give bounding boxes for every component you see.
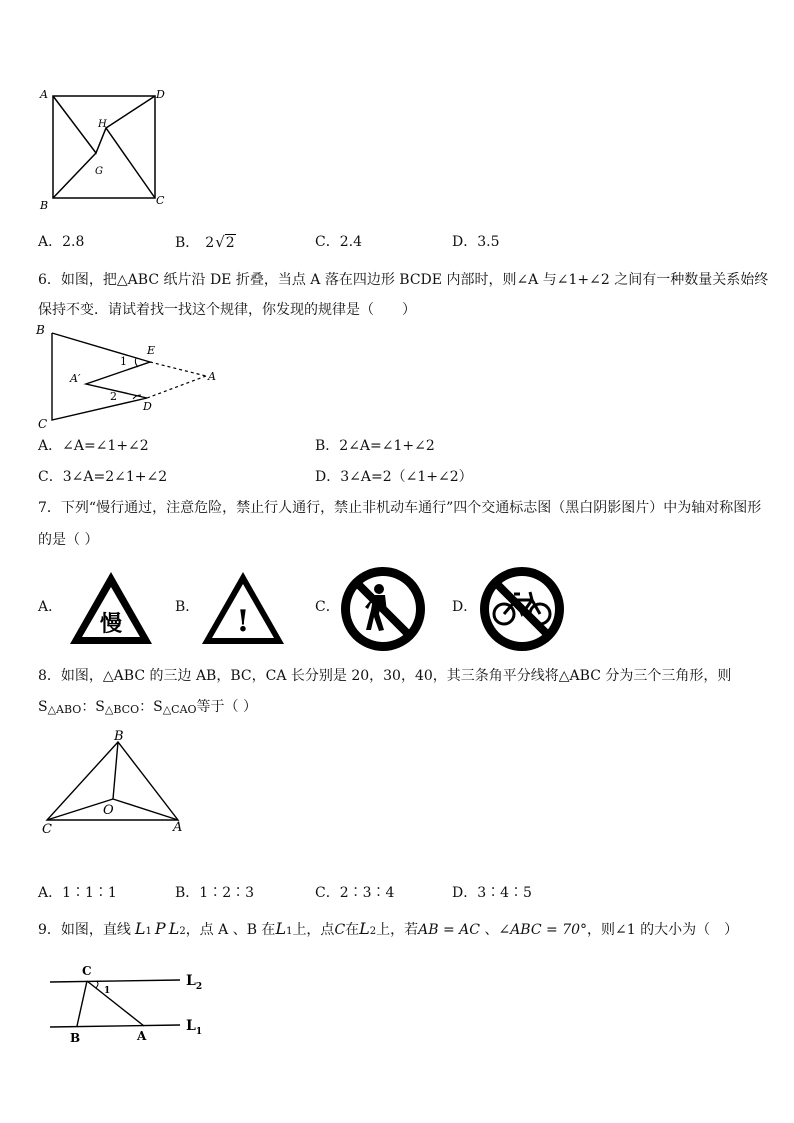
q7-option-b[interactable]: B． <box>175 599 200 615</box>
label-o: O <box>103 803 114 818</box>
square-figure <box>30 80 180 215</box>
line-l2 <box>50 980 180 982</box>
sign-b-text: ! <box>236 604 250 639</box>
sqrt-icon: √2 <box>215 233 235 251</box>
label-a-prime: A′ <box>70 372 81 385</box>
slow-warning-sign[interactable] <box>66 567 156 649</box>
ratio-sep: ：S <box>139 699 163 715</box>
subscript-bco: △BCO <box>104 703 140 716</box>
line-l2-sub: 2 <box>369 926 377 937</box>
dashed-ea <box>150 362 206 376</box>
segment-bo <box>113 742 118 799</box>
subscript-cao: △CAO <box>162 703 197 716</box>
parallel-lines-figure <box>40 958 220 1048</box>
label-c: C <box>38 417 48 431</box>
q5-option-b-letter: B． <box>175 235 200 251</box>
q9-text-3: 上，点 <box>292 922 335 938</box>
q9-stem <box>38 919 738 942</box>
label-a: A <box>173 820 183 835</box>
q5-option-c-letter: C． <box>315 234 340 250</box>
q5-option-b[interactable] <box>175 232 236 253</box>
q5-option-b-coef: 2 <box>205 235 215 251</box>
no-pedestrian-sign[interactable] <box>337 564 429 654</box>
line-l1-symbol: L <box>275 919 287 938</box>
label-a: A <box>208 370 216 383</box>
segment-ao <box>113 799 178 820</box>
q5-option-d-value: 3.5 <box>477 234 500 250</box>
q5-option-a-letter: A． <box>38 234 63 250</box>
label-e: E <box>147 344 156 357</box>
parallel-symbol: P <box>154 919 166 938</box>
line-l2-sub: 2 <box>179 926 186 937</box>
segment-cb <box>77 981 87 1026</box>
label-c: C <box>156 194 165 207</box>
label-b: B <box>36 323 45 337</box>
no-bicycle-sign[interactable] <box>476 564 568 654</box>
sign-a-text: 慢 <box>99 611 123 637</box>
q7-option-d[interactable]: D． <box>452 599 478 615</box>
dashed-da <box>147 376 206 398</box>
segment-bg <box>53 153 96 198</box>
q8-option-a[interactable]: A．1∶1∶1 <box>38 885 117 901</box>
q8-stem-end: 等于（ ） <box>196 699 257 715</box>
q7-stem-line1: 7．下列“慢行通过，注意危险，禁止行人通行，禁止非机动车通行”四个交通标志图（黑白阴影图片）中为轴对称图形 <box>38 500 762 516</box>
q7-option-c[interactable]: C． <box>315 599 340 615</box>
equation-ab-ac: AB = AC <box>418 922 481 938</box>
q5-option-a[interactable] <box>38 232 84 252</box>
label-c: C <box>42 822 52 837</box>
label-h: H <box>98 119 107 130</box>
line-l1 <box>50 1025 180 1027</box>
q5-option-c[interactable] <box>315 232 362 252</box>
label-a: A <box>40 88 48 101</box>
q9-text-2: ，点 A 、B 在 <box>185 922 276 938</box>
q6-stem-line2: 保持不变．请试着找一找这个规律，你发现的规律是（ ） <box>38 302 416 318</box>
label-b: B <box>40 199 49 212</box>
q9-text-1: 9．如图，直线 <box>38 922 131 938</box>
label-b: B <box>70 1031 81 1045</box>
label-l1: $L_1$ <box>186 1018 203 1037</box>
segment-ca <box>87 981 144 1026</box>
angle-1-arc <box>96 981 98 988</box>
equation-angle-abc: ∠ABC = 70° <box>498 922 588 938</box>
label-angle-1: 1 <box>120 355 127 368</box>
q8-option-c[interactable]: C．2∶3∶4 <box>315 885 395 901</box>
danger-warning-sign[interactable] <box>198 567 288 649</box>
point-c-symbol: C <box>334 922 346 938</box>
line-l1-sub: 1 <box>286 926 293 937</box>
q6-option-b[interactable]: B．2∠A=∠1+∠2 <box>315 438 435 454</box>
fold-triangle-figure <box>30 320 230 432</box>
q5-option-a-value: 2.8 <box>62 234 85 250</box>
q5-option-d[interactable] <box>452 232 500 252</box>
q6-option-c[interactable]: C．3∠A=2∠1+∠2 <box>38 469 168 485</box>
q8-stem-line2 <box>38 697 257 720</box>
label-d: D <box>143 400 152 413</box>
folded-shape <box>52 333 150 420</box>
line-l2-symbol: L <box>359 919 370 938</box>
label-a: A <box>137 1029 147 1043</box>
q6-option-a[interactable]: A．∠A=∠1+∠2 <box>38 438 149 454</box>
label-d: D <box>156 88 165 101</box>
s-symbol: S <box>38 699 48 715</box>
q9-text-5: 上，若 <box>376 922 419 938</box>
q9-text-6: 、 <box>480 922 499 938</box>
label-b: B <box>114 729 124 744</box>
q8-option-b[interactable]: B．1∶2∶3 <box>175 885 255 901</box>
label-angle-2: 2 <box>110 390 117 403</box>
q8-option-d[interactable]: D．3∶4∶5 <box>452 885 532 901</box>
q8-stem-line1: 8．如图，△ABC 的三边 AB，BC，CA 长分别是 20，30，40，其三条角平分线将△ABC 分为三个三角形，则 <box>38 668 732 684</box>
label-angle-1: 1 <box>104 986 111 996</box>
line-l2-symbol: L <box>168 919 180 938</box>
q5-option-c-value: 2.4 <box>339 234 362 250</box>
segment-dh <box>106 96 155 128</box>
label-c: C <box>82 964 92 978</box>
label-l2: $L_2$ <box>186 973 203 992</box>
q7-stem-line2: 的是（ ） <box>38 532 99 548</box>
q9-text-7: ，则∠1 的大小为（ ） <box>587 922 739 938</box>
line-l1-sub: 1 <box>145 926 152 937</box>
q7-option-a[interactable]: A． <box>38 599 63 615</box>
subscript-abo: △ABO <box>47 703 82 716</box>
q5-option-d-letter: D． <box>452 234 478 250</box>
label-g: G <box>95 166 103 177</box>
triangle-bisector-figure <box>30 725 200 837</box>
q5-option-b-radicand: 2 <box>225 235 235 251</box>
ratio-sep: ：S <box>81 699 105 715</box>
line-l1-symbol: L <box>134 919 146 938</box>
q6-option-d[interactable]: D．3∠A=2（∠1+∠2） <box>315 469 473 485</box>
q9-text-4: 在 <box>345 922 360 938</box>
q6-stem-line1: 6．如图，把△ABC 纸片沿 DE 折叠，当点 A 落在四边形 BCDE 内部时，则∠A 与∠1+∠2 之间有一种数量关系始终 <box>38 272 769 288</box>
